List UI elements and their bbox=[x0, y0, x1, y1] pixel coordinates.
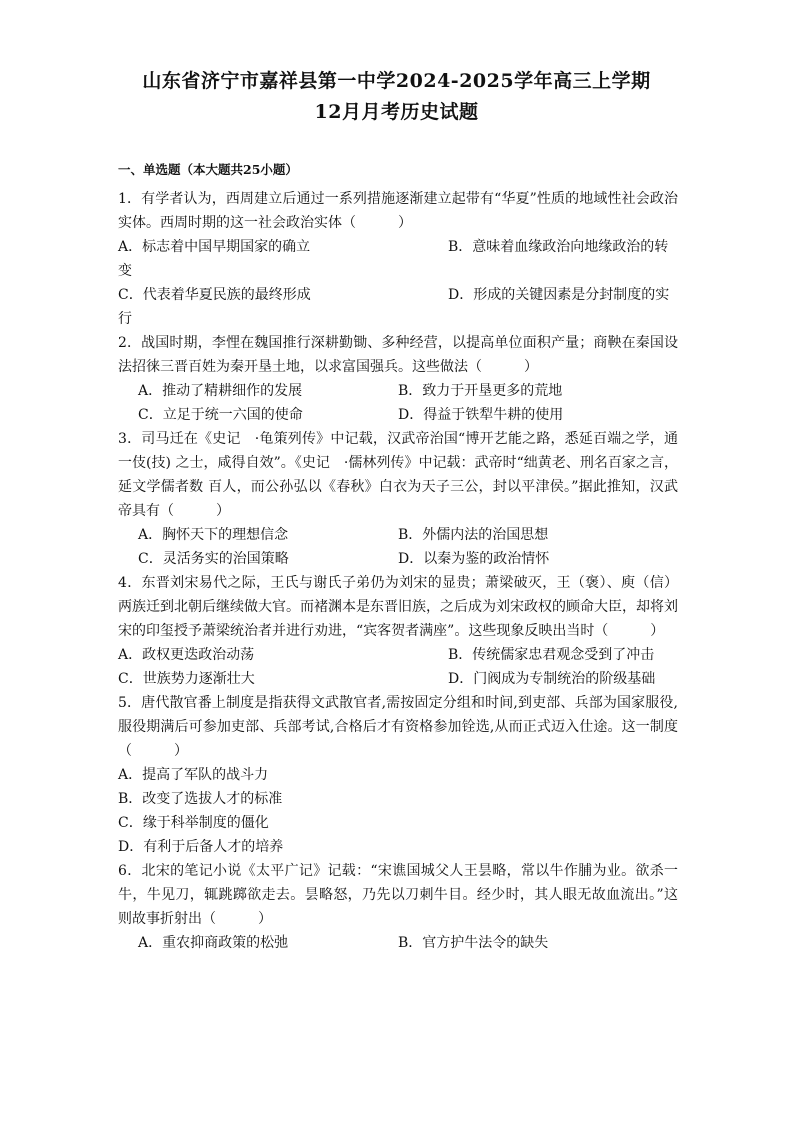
question-stem: 3．司马迁在《史记 ·龟策列传》中记载，汉武帝治国“博开艺能之路，悉延百端之学，通一伎(技) 之士，咸得自效”。《史记 ·儒林列传》中记载：武帝时“绌黄老、刑名百家之言，延文学儒者数 百人，而公孙弘以《春秋》白衣为天子三公，封以平津侯。”据此推知，汉武帝具有（ ） bbox=[118, 431, 678, 519]
question-2 bbox=[118, 331, 678, 427]
option-c: C．立足于统一六国的使命 bbox=[138, 407, 303, 423]
option-b: B．官方护牛法令的缺失 bbox=[398, 935, 549, 951]
option-row bbox=[118, 283, 678, 331]
option-d: D．形成的关键因素是分封制度的实行 bbox=[118, 287, 670, 327]
question-stem: 2．战国时期，李悝在魏国推行深耕勤锄、多种经营，以提高单位面积产量；商鞅在秦国设法招徕三晋百姓为秦开垦土地，以求富国强兵。这些做法（ ） bbox=[118, 335, 678, 375]
option-a: A．政权更迭政治动荡 bbox=[118, 647, 255, 663]
question-5 bbox=[118, 691, 678, 859]
question-6 bbox=[118, 859, 678, 955]
question-1 bbox=[118, 187, 678, 331]
option-a: A．标志着中国早期国家的确立 bbox=[118, 239, 311, 255]
option-c: C．代表着华夏民族的最终形成 bbox=[118, 287, 311, 303]
option-c: C．世族势力逐渐壮大 bbox=[118, 671, 255, 687]
option-row bbox=[118, 643, 678, 667]
option-row bbox=[118, 931, 678, 955]
option-row bbox=[118, 379, 678, 403]
option-d: D．有利于后备人才的培养 bbox=[118, 839, 284, 855]
option-b: B．改变了选拔人才的标准 bbox=[118, 791, 283, 807]
option-c: C．灵活务实的治国策略 bbox=[138, 551, 289, 567]
question-3 bbox=[118, 427, 678, 571]
option-d: D．得益于铁犁牛耕的使用 bbox=[398, 407, 564, 423]
question-stem: 5．唐代散官番上制度是指获得文武散官者,需按固定分组和时间,到吏部、兵部为国家服役,服役期满后可参加吏部、兵部考试,合格后才有资格参加铨选,从而正式迈入仕途。这一制度（ ） bbox=[118, 695, 678, 759]
option-b: B．意味着血缘政治向地缘政治的转变 bbox=[118, 239, 669, 279]
section-heading: 一、单选题（本大题共25小题） bbox=[118, 162, 298, 177]
option-row bbox=[118, 403, 678, 427]
option-a: A．重农抑商政策的松弛 bbox=[138, 935, 289, 951]
option-b: B．致力于开垦更多的荒地 bbox=[398, 383, 563, 399]
exam-title-line2: 12月月考历史试题 bbox=[314, 101, 479, 123]
exam-title-line1: 山东省济宁市嘉祥县第一中学2024-2025学年高三上学期 bbox=[142, 70, 651, 92]
option-d: D．门阀成为专制统治的阶级基础 bbox=[448, 671, 656, 687]
question-stem: 1．有学者认为，西周建立后通过一系列措施逐渐建立起带有“华夏”性质的地域性社会政治实体。西周时期的这一社会政治实体（ ） bbox=[118, 191, 678, 231]
question-4 bbox=[118, 571, 678, 691]
option-c: C．缘于科举制度的僵化 bbox=[118, 815, 269, 831]
option-a: A．推动了精耕细作的发展 bbox=[138, 383, 303, 399]
option-b: B．传统儒家忠君观念受到了冲击 bbox=[448, 647, 655, 663]
option-a: A．胸怀天下的理想信念 bbox=[138, 527, 289, 543]
option-row bbox=[118, 235, 678, 283]
option-b: B．外儒内法的治国思想 bbox=[398, 527, 549, 543]
question-stem: 4．东晋刘宋易代之际，王氏与谢氏子弟仍为刘宋的显贵；萧梁破灭，王（褒）、庾（信）两族迁到北朝后继续做大官。而褚渊本是东晋旧族，之后成为刘宋政权的顾命大臣，却将刘宋的印玺授予萧梁统治者并进行劝进，“宾客贺者满座”。这些现象反映出当时（ ） bbox=[118, 575, 678, 639]
question-stem: 6．北宋的笔记小说《太平广记》记载：“宋谯国城父人王昙略，常以牛作脯为业。欲杀一牛，牛见刀，辄跳踯欲走去。昙略怒，乃先以刀刺牛目。经少时，其人眼无故血流出。”这则故事折射出（ ） bbox=[118, 863, 678, 927]
question-list bbox=[118, 187, 678, 955]
option-row bbox=[118, 667, 678, 691]
option-a: A．提高了军队的战斗力 bbox=[118, 767, 269, 783]
option-row bbox=[118, 547, 678, 571]
option-row bbox=[118, 523, 678, 547]
option-d: D．以秦为鉴的政治情怀 bbox=[398, 551, 550, 567]
